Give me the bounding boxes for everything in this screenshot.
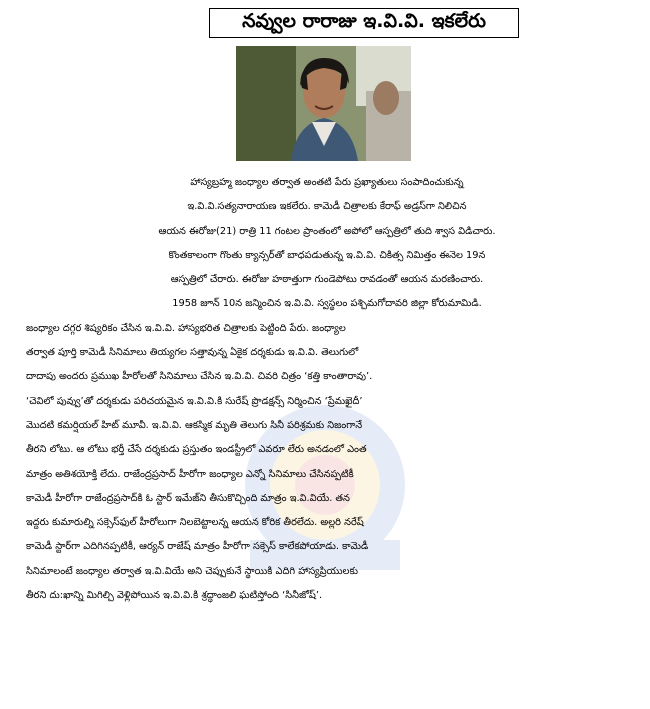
article-line: దాదాపు అందరు ప్రముఖ హీరోలతో సినిమాలు చేసిన ఇ.వి.వి. చివరి చిత్రం ‘కత్తి కాంతారావు’. [26,371,373,383]
article-line: కొంతకాలంగా గొంతు క్యాన్సర్‌తో బాధపడుతున్న ఇ.వి.వి. చికిత్స నిమిత్తం ఈనెల 19న [168,249,486,261]
article-line: ఆస్పత్రిలో చేరారు. ఈరోజు హఠాత్తుగా గుండెపోటు రావడంతో ఆయన మరణించారు. [170,274,484,286]
article-line: ఇ.వి.వి.సత్యనారాయణ ఇకలేరు. కామెడీ చిత్రాలకు కేరాఫ్ అడ్రస్‌గా నిలిచిన [187,201,467,213]
article-line: ఇద్దరు కుమారుల్ని సక్సెస్‌ఫుల్ హీరోలుగా నిలబెట్టాలన్న ఆయన కోరిక తీరలేదు. అల్లరి నరేష్ [26,517,364,529]
portrait-photo [236,46,411,161]
article-line: కామెడీ హీరోగా రాజేంద్రప్రసాద్‌కి ఓ స్టార్ ఇమేజ్‌ని తీసుకొచ్చింది మాత్రం ఇ.వి.వియే. తన [26,492,350,504]
article-line: కామెడీ స్టార్‌గా ఎదిగినప్పటికీ, ఆర్యన్ రాజేష్ మాత్రం హీరోగా సక్సెస్ కాలేకపోయాడు. కామెడీ [26,541,369,553]
article-line: తర్వాత పూర్తి కామెడీ సినిమాలు తియ్యగల సత్తావున్న ఏకైక దర్శకుడు ఇ.వి.వి. తెలుగులో [26,347,359,359]
article-body [22,171,632,608]
article-title [209,8,519,38]
article-line: హాస్యబ్రహ్మ జంధ్యాల తర్వాత అంతటి పేరు ప్రఖ్యాతులు సంపాదించుకున్న [190,177,464,188]
article-line: సినిమాలంటే జంధ్యాల తర్వాత ఇ.వి.వియే అని చెప్పుకునే స్థాయికి ఎదిగి హాస్యప్రియులకు [26,565,358,577]
article-line: జంధ్యాల దగ్గర శిష్యరికం చేసిన ఇ.వి.వి. హాస్యభరిత చిత్రాలకు పెట్టింది పేరు. జంధ్యాల [26,322,346,334]
article-line: 1958 జూన్ 10న జన్మించిన ఇ.వి.వి. స్వస్థలం పశ్చిమగోదావరి జిల్లా కోరుమామిడి. [172,298,482,310]
article-line: మాత్రం అతిశయోక్తి లేదు. రాజేంద్రప్రసాద్ హీరోగా జంధ్యాల ఎన్నో సినిమాలు చేసినప్పటికీ [26,468,354,480]
article-line: తీరని లోటు. ఆ లోటు భర్తీ చేసే దర్శకుడు ప్రస్తుతం ఇండస్ట్రీలో ఎవరూ లేరు అనడంలో ఎంత [26,444,367,456]
article-line: తీరని దు:ఖాన్ని మిగిల్చి వెళ్లిపోయిన ఇ.వి.వి.కి శ్రద్ధాంజలి ఘటిస్తోంది ‘సినీజోష్’. [26,590,323,602]
article-line: ‘చెవిలో పువ్వు’తో దర్శకుడు పరిచయమైన ఇ.వి.వి.కి సురేష్ ప్రొడక్షన్స్ నిర్మించిన ‘ప్రేమఖైదీ’ [26,395,363,407]
portrait-photo-icon [236,46,411,161]
article-line: మొదటి కమర్షియల్ హిట్ మూవీ. ఇ.వి.వి. ఆకస్మిక మృతి తెలుగు సినీ పరిశ్రమకు నిజంగానే [26,419,363,431]
article-title-text: నవ్వుల రారాజు ఇ.వి.వి. ఇకలేరు [242,9,486,32]
article-line: ఆయన ఈరోజు(21) రాత్రి 11 గంటల ప్రాంతంలో అపోలో ఆస్పత్రిలో తుది శ్వాస విడిచారు. [158,225,496,237]
